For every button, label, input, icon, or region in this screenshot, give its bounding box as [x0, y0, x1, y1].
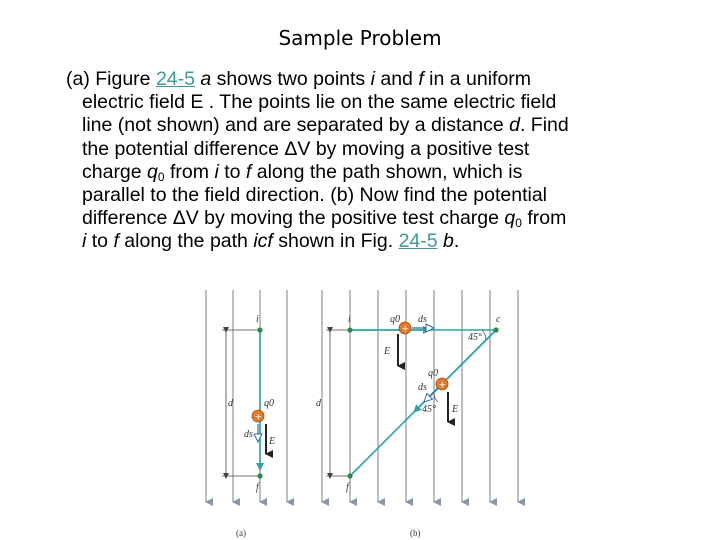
- panel-b: [316, 290, 518, 538]
- label-f-a: f: [256, 482, 259, 493]
- plus-icon: +: [401, 324, 410, 335]
- point-f-b: [347, 473, 352, 478]
- problem-text: [66, 68, 686, 254]
- label-ds-a: ds: [244, 429, 253, 440]
- label-q0-top: q0: [390, 314, 400, 325]
- label-angle-mid: 45°: [422, 404, 436, 415]
- label-angle-top: 45°: [468, 332, 482, 343]
- label-q0-a: q0: [264, 398, 274, 409]
- point-i-b: [347, 327, 352, 332]
- label-e-mid: E: [452, 404, 459, 415]
- label-q0-mid: q0: [428, 368, 438, 379]
- label-ds-top: ds: [418, 314, 427, 325]
- figure-24-5: [190, 282, 530, 540]
- angle-arc-top: [482, 330, 486, 340]
- label-d-b: d: [316, 398, 321, 409]
- label-i-b: i: [348, 314, 351, 325]
- problem-line-7: difference ΔV by moving the positive test charge $q_0$ from: [82, 207, 567, 231]
- problem-line-8: i to f along the path icf shown in Fig. 24-5 b.: [82, 230, 460, 253]
- panel-a: [206, 290, 287, 538]
- problem-line-2: electric field E . The points lie on the same electric field: [82, 91, 557, 114]
- point-c-b: [493, 327, 498, 332]
- caption-b: (b): [410, 528, 421, 538]
- label-d-a: d: [228, 398, 233, 409]
- figure-link-a[interactable]: 24-5: [155, 68, 195, 90]
- label-c-b: c: [496, 314, 501, 325]
- label-e-a: E: [269, 436, 276, 447]
- plus-icon: +: [254, 412, 263, 423]
- distance-d-b: [326, 330, 348, 476]
- plus-icon: +: [438, 380, 447, 391]
- problem-line-6: parallel to the field direction. (b) Now find the potential: [82, 184, 548, 207]
- figure-link-b[interactable]: 24-5: [398, 230, 438, 253]
- field-lines-a: [206, 290, 287, 502]
- label-ds-mid: ds: [418, 382, 427, 393]
- problem-line-4: the potential difference ΔV by moving a positive test: [82, 137, 530, 160]
- problem-line-5: charge $q_0$ from i to f along the path shown, which is: [82, 160, 523, 184]
- point-i-a: [257, 327, 262, 332]
- caption-a: (a): [236, 528, 246, 538]
- problem-line-1: (a) Figure 24-5 a shows two points i and f in a uniform: [66, 68, 532, 90]
- label-i-a: i: [256, 314, 259, 325]
- slide-title: Sample Problem: [278, 26, 442, 50]
- label-f-b: f: [346, 482, 349, 493]
- point-f-a: [257, 473, 262, 478]
- problem-line-3: line (not shown) and are separated by a distance d. Find: [82, 114, 569, 137]
- label-e-top: E: [384, 346, 391, 357]
